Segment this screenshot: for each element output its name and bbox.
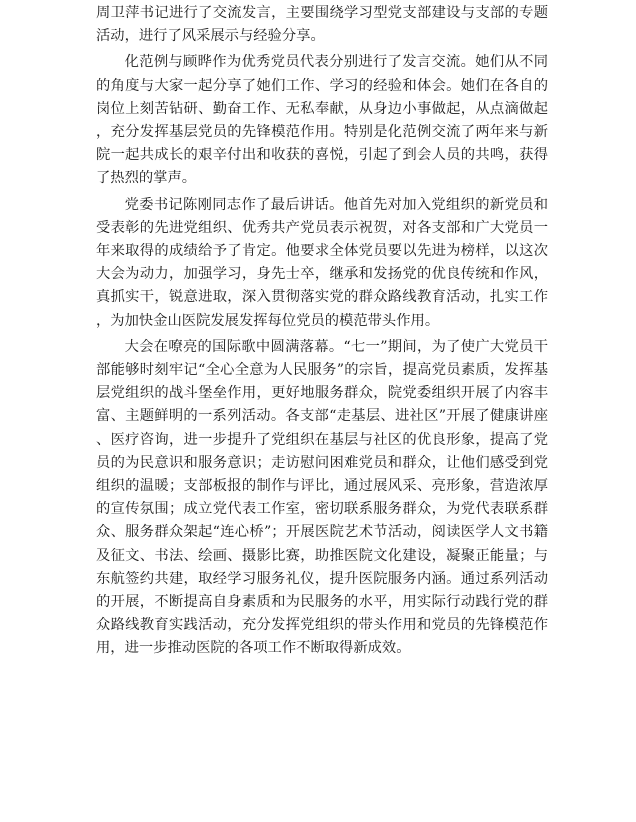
paragraph-member-representatives: 化范例与顾晔作为优秀党员代表分别进行了发言交流。她们从不同的角度与大家一起分享了她们工作、学习的经验和体会。她们在各自的岗位上刻苦钻研、勤奋工作、无私奉献，从身边小事做起，从点滴做起，充分发挥基层党员的先锋模范作用。特别是化范例交流了两年来与新院一起共成长的艰辛付出和收获的喜悦，引起了到会人员的共鸣，获得了热烈的掌声。 <box>96 54 548 187</box>
document-body <box>96 2 548 664</box>
paragraph-secretary-speech: 党委书记陈刚同志作了最后讲话。他首先对加入党组织的新党员和受表彰的先进党组织、优秀共产党员表示祝贺，对各支部和广大党员一年来取得的成绩给予了肯定。他要求全体党员要以先进为榜样，以这次大会为动力，加强学习，身先士卒，继承和发扬党的优良传统和作风，真抓实干，锐意进取，深入贯彻落实党的群众路线教育活动，扎实工作，为加快金山医院发展发挥每位党员的模范带头作用。 <box>96 196 548 329</box>
paragraph-exchange-speech: 周卫萍书记进行了交流发言，主要围绕学习型党支部建设与支部的专题活动，进行了风采展示与经验分享。 <box>96 5 548 45</box>
paragraph-closing-activities: 大会在嘹亮的国际歌中圆满落幕。“七一”期间，为了使广大党员干部能够时刻牢记“全心全意为人民服务”的宗旨，提高党员素质，发挥基层党组织的战斗堡垒作用，更好地服务群众，院党委组织开展了内容丰富、主题鲜明的一系列活动。各支部“走基层、进社区”开展了健康讲座、医疗咨询，进一步提升了党组织在基层与社区的优良形象，提高了党员的为民意识和服务意识；走访慰问困难党员和群众，让他们感受到党组织的温暖；支部板报的制作与评比，通过展风采、亮形象，营造浓厚的宣传氛围；成立党代表工作室，密切联系服务群众，为党代表联系群众、服务群众架起“连心桥”；开展医院艺术节活动，阅读医学人文书籍及征文、书法、绘画、摄影比赛，助推医院文化建设，凝聚正能量；与东航签约共建，取经学习服务礼仪，提升医院服务内涵。通过系列活动的开展，不断提高自身素质和为民服务的水平，用实际行动践行党的群众路线教育实践活动，充分发挥党组织的带头作用和党员的先锋模范作用，进一步推动医院的各项工作不断取得新成效。 <box>96 338 548 657</box>
